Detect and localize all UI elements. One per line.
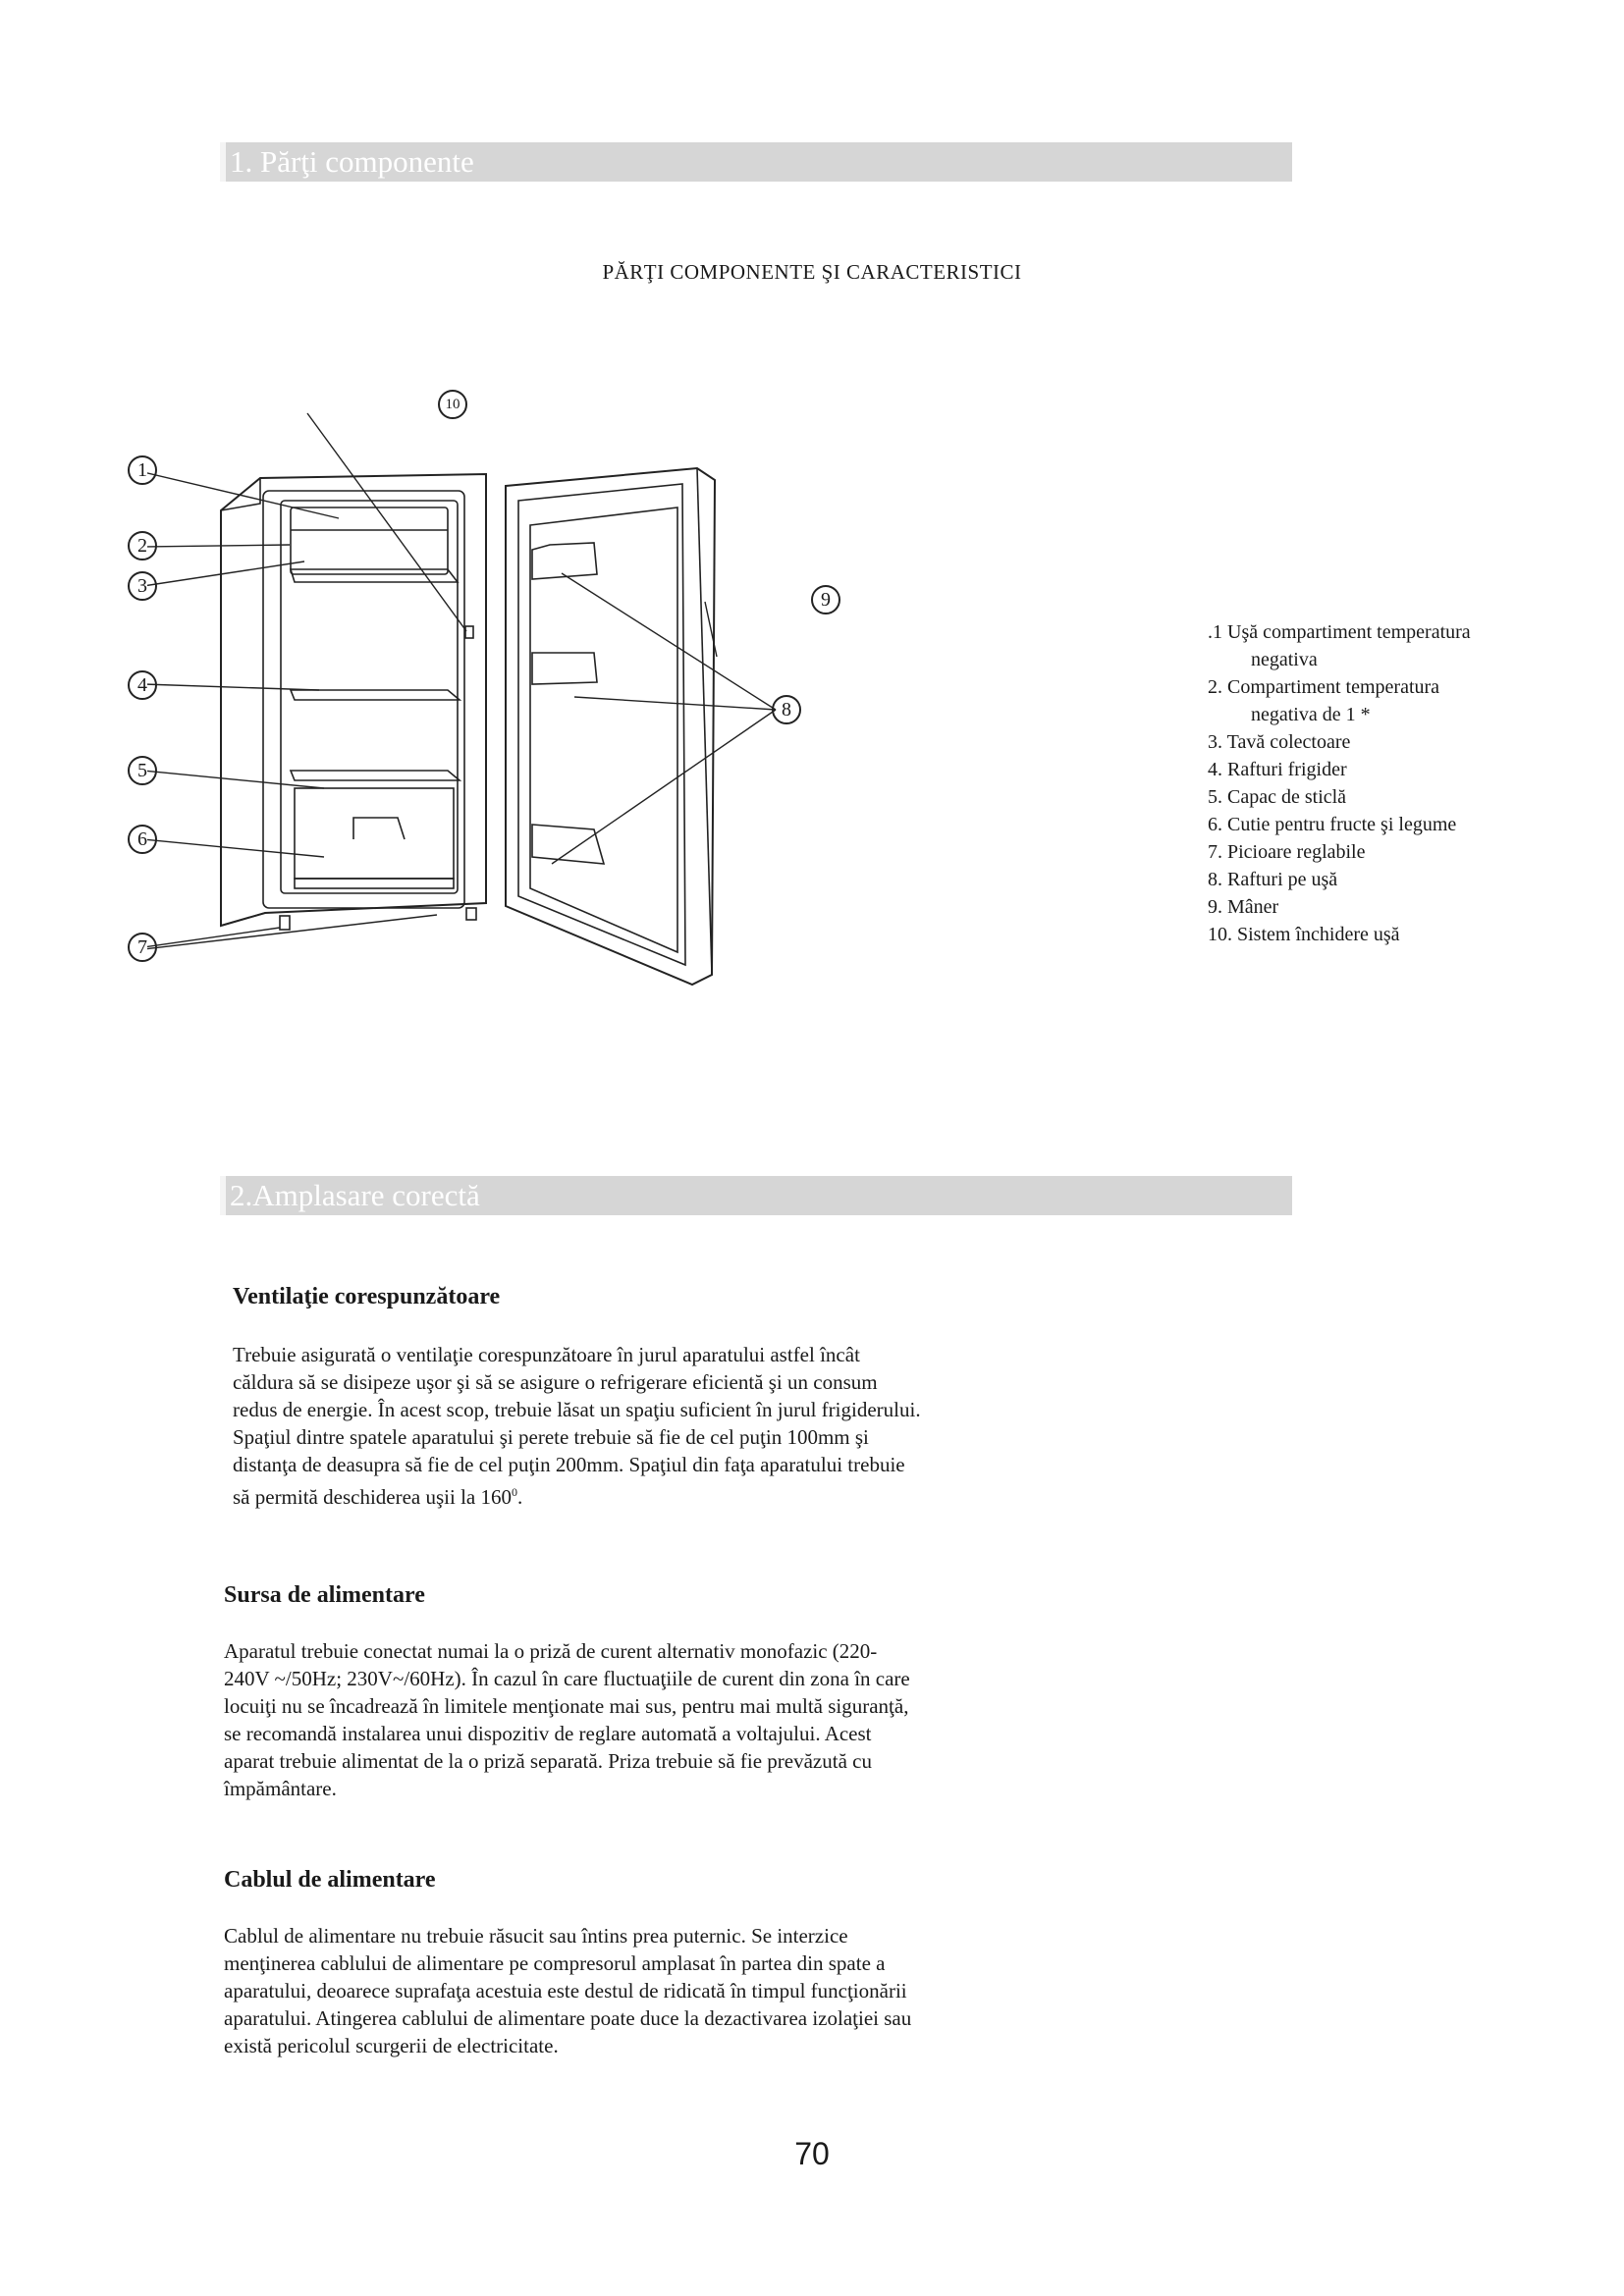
legend-item — [1208, 673, 1471, 701]
parts-legend — [1208, 618, 1471, 948]
paragraph-line: 240V ~/50Hz; 230V~/60Hz). În cazul în care fluctuaţiile de curent din zona în care — [224, 1667, 910, 1690]
paragraph-line: aparat trebuie alimentat de la o priză separată. Priza trebuie să fie prevăzută cu — [224, 1749, 872, 1773]
paragraph-line: căldura să se disipeze uşor şi să se asigure o refrigerare eficientă şi un consum — [233, 1370, 878, 1394]
callout-label: 6 — [137, 828, 147, 850]
door-latch — [465, 626, 473, 638]
line-text: să permită deschiderea uşii la 160 — [233, 1485, 512, 1509]
paragraph-line: Trebuie asigurată o ventilaţie corespunzătoare în jurul aparatului astfel încât — [233, 1343, 860, 1366]
callout-label: 4 — [137, 674, 147, 696]
legend-line: negativa de 1 * — [1251, 704, 1371, 725]
legend-line: 7. Picioare reglabile — [1208, 841, 1366, 863]
legend-item — [1208, 921, 1471, 948]
callout-9 — [811, 585, 840, 614]
callout-label: 1 — [137, 459, 147, 481]
section-2-title: 2.Amplasare corectă — [230, 1178, 480, 1212]
paragraph-line: se recomandă instalarea unui dispozitiv de reglare automată a voltajului. Acest — [224, 1722, 872, 1745]
power-supply-heading: Sursa de alimentare — [224, 1582, 425, 1608]
paragraph-line: există pericolul scurgerii de electricitate. — [224, 2034, 559, 2057]
legend-line: 9. Mâner — [1208, 896, 1279, 918]
legend-line: negativa — [1251, 649, 1318, 670]
paragraph-line: Cablul de alimentare nu trebuie răsucit sau întins prea puternic. Se interzice — [224, 1924, 848, 1948]
legend-item — [1208, 783, 1471, 811]
legend-line: 6. Cutie pentru fructe şi legume — [1208, 814, 1457, 835]
legend-line: 3. Tavă colectoare — [1208, 731, 1351, 753]
callout-label: 2 — [137, 535, 147, 557]
diagram-title: PĂRŢI COMPONENTE ŞI CARACTERISTICI — [602, 260, 1022, 284]
legend-item — [1208, 838, 1471, 866]
page-number: 70 — [794, 2136, 830, 2171]
callout-5 — [128, 756, 157, 785]
callout-2 — [128, 531, 157, 561]
paragraph-line: Spaţiul dintre spatele aparatului şi perete trebuie să fie de cel puţin 100mm şi — [233, 1425, 869, 1449]
ventilation-heading: Ventilaţie corespunzătoare — [233, 1284, 501, 1309]
callout-10 — [438, 390, 467, 419]
fridge-shelves — [291, 690, 460, 888]
paragraph-line: distanţa de deasupra să fie de cel puţin 200mm. Spaţiul din faţa aparatului trebuie — [233, 1453, 905, 1476]
paragraph-line-last — [233, 1478, 1077, 1511]
legend-item-continued — [1208, 646, 1471, 673]
paragraph-line: împământare. — [224, 1777, 337, 1800]
header-edge — [220, 142, 226, 182]
callout-8 — [772, 695, 801, 724]
legend-item — [1208, 728, 1471, 756]
ventilation-paragraph — [233, 1341, 1077, 1511]
callout-6 — [128, 825, 157, 854]
section-1-header — [220, 142, 1292, 182]
fridge-diagram — [147, 378, 835, 1006]
fridge-door — [506, 468, 715, 985]
legend-item — [1208, 618, 1471, 646]
callout-label: 3 — [137, 575, 147, 597]
freezer-compartment — [291, 507, 458, 582]
legend-line: 2. Compartiment temperatura — [1208, 676, 1440, 698]
legend-item — [1208, 893, 1471, 921]
legend-item — [1208, 866, 1471, 893]
paragraph-line: aparatului, deoarece suprafaţa acestuia este destul de ridicată în timpul funcţionării — [224, 1979, 907, 2002]
legend-line: 4. Rafturi frigider — [1208, 759, 1347, 780]
callout-label: 5 — [137, 760, 147, 781]
callout-7 — [128, 933, 157, 962]
legend-item — [1208, 811, 1471, 838]
callout-4 — [128, 670, 157, 700]
legend-item-continued — [1208, 701, 1471, 728]
legend-line: .1 Uşă compartiment temperatura — [1208, 621, 1471, 643]
power-supply-paragraph — [224, 1637, 1068, 1802]
legend-line: 10. Sistem închidere uşă — [1208, 924, 1400, 945]
power-cable-paragraph — [224, 1922, 1068, 2059]
callout-label: 10 — [445, 397, 460, 412]
callout-1 — [128, 455, 157, 485]
callout-label: 9 — [821, 589, 831, 611]
paragraph-line: redus de energie. În acest scop, trebuie lăsat un spaţiu suficient în jurul frigiderului. — [233, 1398, 921, 1421]
line-end: . — [516, 1485, 523, 1509]
callout-3 — [128, 571, 157, 601]
legend-line: 8. Rafturi pe uşă — [1208, 869, 1338, 890]
section-1-title: 1. Părţi componente — [230, 144, 474, 179]
degree-superscript: 0 — [511, 1485, 517, 1499]
callout-label: 7 — [137, 936, 147, 958]
paragraph-line: aparatului. Atingerea cablului de alimentare poate duce la dezactivarea izolaţiei sau — [224, 2006, 912, 2030]
paragraph-line: menţinerea cablului de alimentare pe compresorul amplasat în partea din spate a — [224, 1951, 886, 1975]
legend-item — [1208, 756, 1471, 783]
callout-label: 8 — [782, 699, 791, 721]
paragraph-line: Aparatul trebuie conectat numai la o priză de curent alternativ monofazic (220- — [224, 1639, 878, 1663]
power-cable-heading: Cablul de alimentare — [224, 1867, 436, 1893]
legend-line: 5. Capac de sticlă — [1208, 786, 1347, 808]
header-edge — [220, 1176, 226, 1215]
section-2-header — [220, 1176, 1292, 1215]
paragraph-line: locuiţi nu se încadrează în limitele menţionate mai sus, pentru mai multă siguranţă, — [224, 1694, 909, 1718]
